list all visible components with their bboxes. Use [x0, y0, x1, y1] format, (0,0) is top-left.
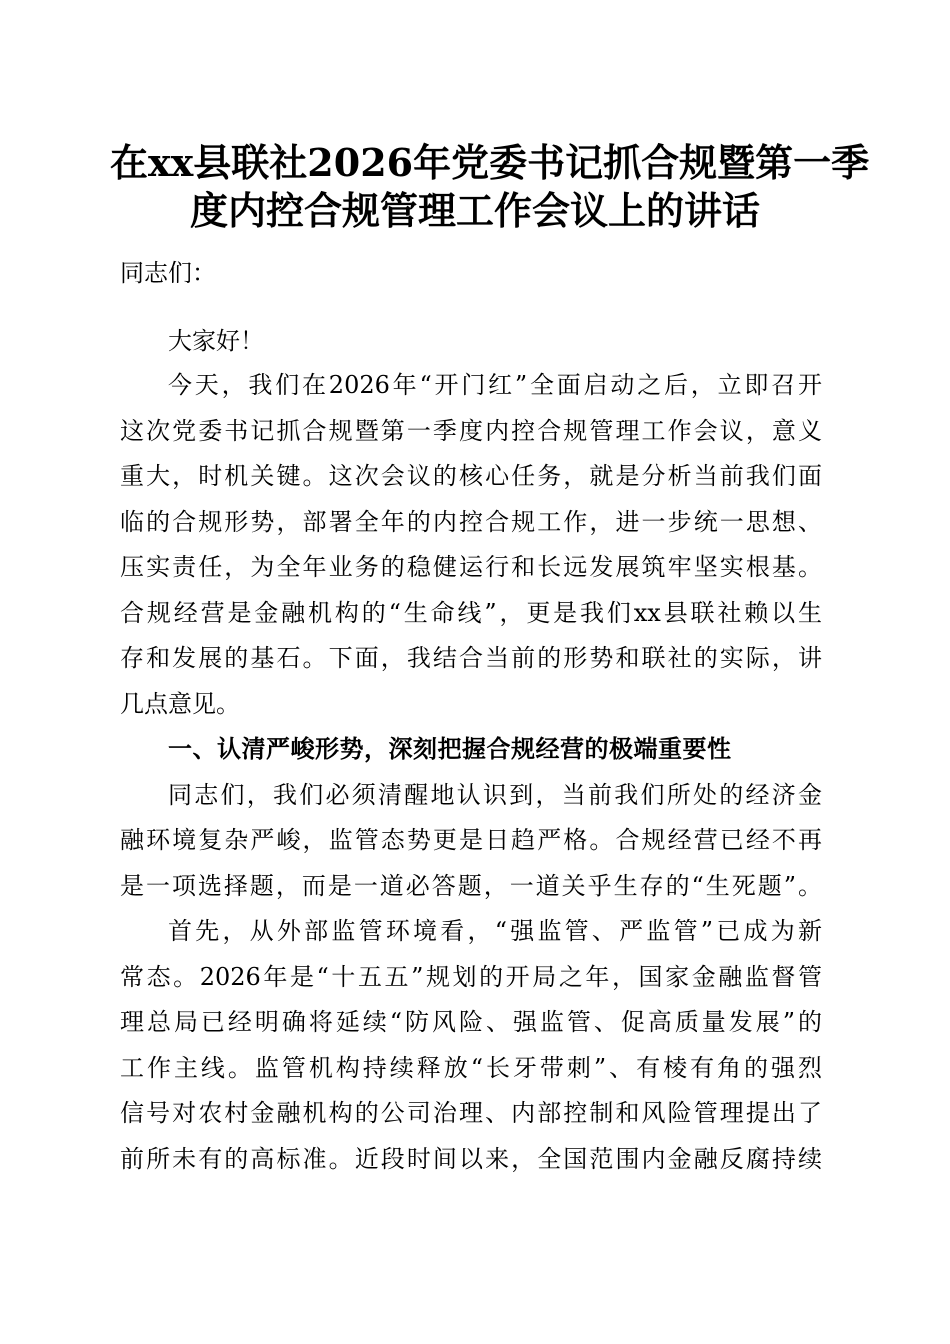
document-title-line-2: 度内控合规管理工作会议上的讲话: [189, 188, 760, 233]
paragraph-3-line-1: 首先，从外部监管环境看，“强监管、严监管”已成为新: [168, 917, 822, 945]
paragraph-3-line-5: 信号对农村金融机构的公司治理、内部控制和风险管理提出了: [120, 1099, 822, 1127]
paragraph-3-line-3: 理总局已经明确将延续“防风险、强监管、促高质量发展”的: [120, 1008, 822, 1036]
paragraph-1-line-8: 几点意见。: [120, 690, 240, 718]
paragraph-1-line-5: 压实责任，为全年业务的稳健运行和长远发展筑牢坚实根基。: [120, 553, 822, 581]
paragraph-2-line-3: 是一项选择题，而是一道必答题，一道关乎生存的“生死题”。: [120, 872, 822, 900]
paragraph-1-line-1: 今天，我们在2026年“开门红”全面启动之后，立即召开: [168, 371, 822, 399]
paragraph-3-line-6: 前所未有的高标准。近段时间以来，全国范围内金融反腐持续: [120, 1145, 822, 1173]
paragraph-1-line-2: 这次党委书记抓合规暨第一季度内控合规管理工作会议，意义: [120, 417, 822, 445]
paragraph-2-line-2: 融环境复杂严峻，监管态势更是日趋严格。合规经营已经不再: [120, 826, 822, 854]
paragraph-2-line-1: 同志们，我们必须清醒地认识到，当前我们所处的经济金: [168, 781, 822, 809]
salutation: 同志们：: [120, 259, 216, 287]
paragraph-1-line-4: 临的合规形势，部署全年的内控合规工作，进一步统一思想、: [120, 508, 822, 536]
paragraph-1-line-6: 合规经营是金融机构的“生命线”，更是我们xx县联社赖以生: [120, 599, 822, 627]
paragraph-3-line-4: 工作主线。监管机构持续释放“长牙带刺”、有棱有角的强烈: [120, 1054, 822, 1082]
paragraph-1-line-3: 重大，时机关键。这次会议的核心任务，就是分析当前我们面: [120, 462, 822, 490]
greeting: 大家好！: [168, 327, 264, 355]
section-heading-1: 一、认清严峻形势，深刻把握合规经营的极端重要性: [168, 735, 732, 763]
paragraph-1-line-7: 存和发展的基石。下面，我结合当前的形势和联社的实际，讲: [120, 644, 822, 672]
document-title-line-1: 在xx县联社2026年党委书记抓合规暨第一季: [110, 140, 870, 185]
paragraph-3-line-2: 常态。2026年是“十五五”规划的开局之年，国家金融监督管: [120, 963, 822, 991]
